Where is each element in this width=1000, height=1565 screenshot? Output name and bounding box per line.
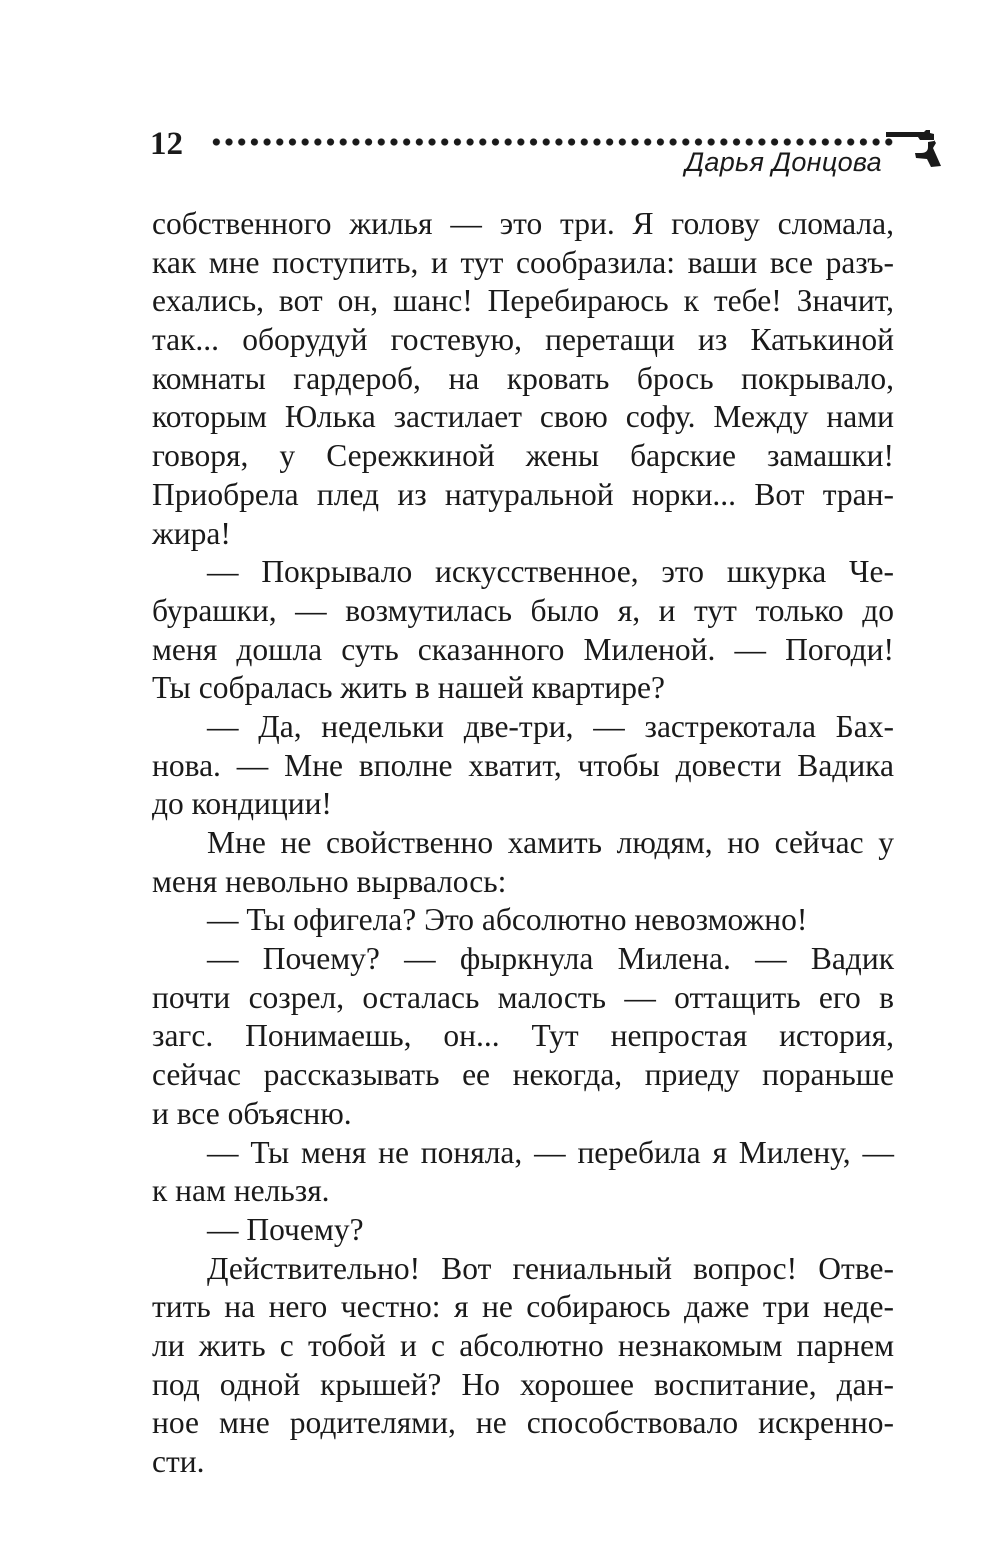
- text-line: — Покрывало искусственное, это шкурка Че-: [207, 554, 894, 590]
- text-line: ное мне родителями, не способствовало искренно-: [152, 1405, 894, 1441]
- text-line: Действительно! Вот гениальный вопрос! Отве-: [207, 1250, 894, 1286]
- text-line: как мне поступить, и тут сообразила: ваши все разъ-: [152, 244, 894, 280]
- text-line: меня дошла суть сказанного Миленой. — Погоди!: [152, 631, 894, 667]
- text-line: — Почему? — фыркнула Милена. — Вадик: [207, 941, 894, 977]
- text-line: — Почему?: [207, 1211, 364, 1247]
- text-line: комнаты гардероб, на кровать брось покрывало,: [152, 360, 894, 396]
- text-line: жира!: [152, 515, 231, 551]
- text-line: ехались, вот он, шанс! Перебираюсь к тебе! Значит,: [152, 283, 894, 319]
- author-name: Дарья Донцова: [685, 147, 882, 177]
- text-line: Приобрела плед из натуральной норки... Вот тран-: [152, 476, 894, 512]
- text-line: так... оборудуй гостевую, перетащи из Катькиной: [152, 322, 894, 358]
- text-line: говоря, у Сережкиной жены барские замашки!: [152, 438, 894, 474]
- text-line: нова. — Мне вполне хватит, чтобы довести Вадика: [152, 747, 894, 783]
- page-number: 12: [150, 126, 183, 162]
- text-line: сейчас рассказывать ее некогда, приеду пораньше: [152, 1057, 894, 1093]
- text-line: Мне не свойственно хамить людям, но сейчас у: [207, 825, 894, 860]
- revolver-icon: [884, 128, 944, 168]
- text-line: под одной крышей? Но хорошее воспитание, дан-: [152, 1366, 894, 1402]
- text-line: — Да, недельки две-три, — застрекотала Бах-: [207, 708, 894, 744]
- text-line: и все объясню.: [152, 1095, 352, 1131]
- text-line: почти созрел, осталась малость — оттащить его в: [152, 979, 894, 1015]
- text-line: Ты собралась жить в нашей квартире?: [152, 670, 665, 706]
- text-line: загс. Понимаешь, он... Тут непростая история,: [152, 1018, 894, 1054]
- text-line: тить на него честно: я не собираюсь даже три неде-: [152, 1289, 894, 1325]
- body-text: [152, 205, 894, 1482]
- text-line: до кондиции!: [152, 786, 332, 822]
- text-line: ли жить с тобой и с абсолютно незнакомым парнем: [152, 1327, 894, 1363]
- text-line: собственного жилья — это три. Я голову сломала,: [152, 206, 894, 241]
- text-line: сти.: [152, 1444, 205, 1479]
- text-line: — Ты меня не поняла, — перебила я Милену, —: [207, 1134, 894, 1170]
- text-line: бурашки, — возмутилась было я, и тут только до: [152, 592, 894, 628]
- dotted-rule: [210, 138, 896, 146]
- text-line: которым Юлька застилает свою софу. Между нами: [152, 399, 894, 435]
- text-line: — Ты офигела? Это абсолютно невозможно!: [207, 902, 808, 938]
- text-line: к нам нельзя.: [152, 1173, 330, 1209]
- text-line: меня невольно вырвалось:: [152, 863, 507, 899]
